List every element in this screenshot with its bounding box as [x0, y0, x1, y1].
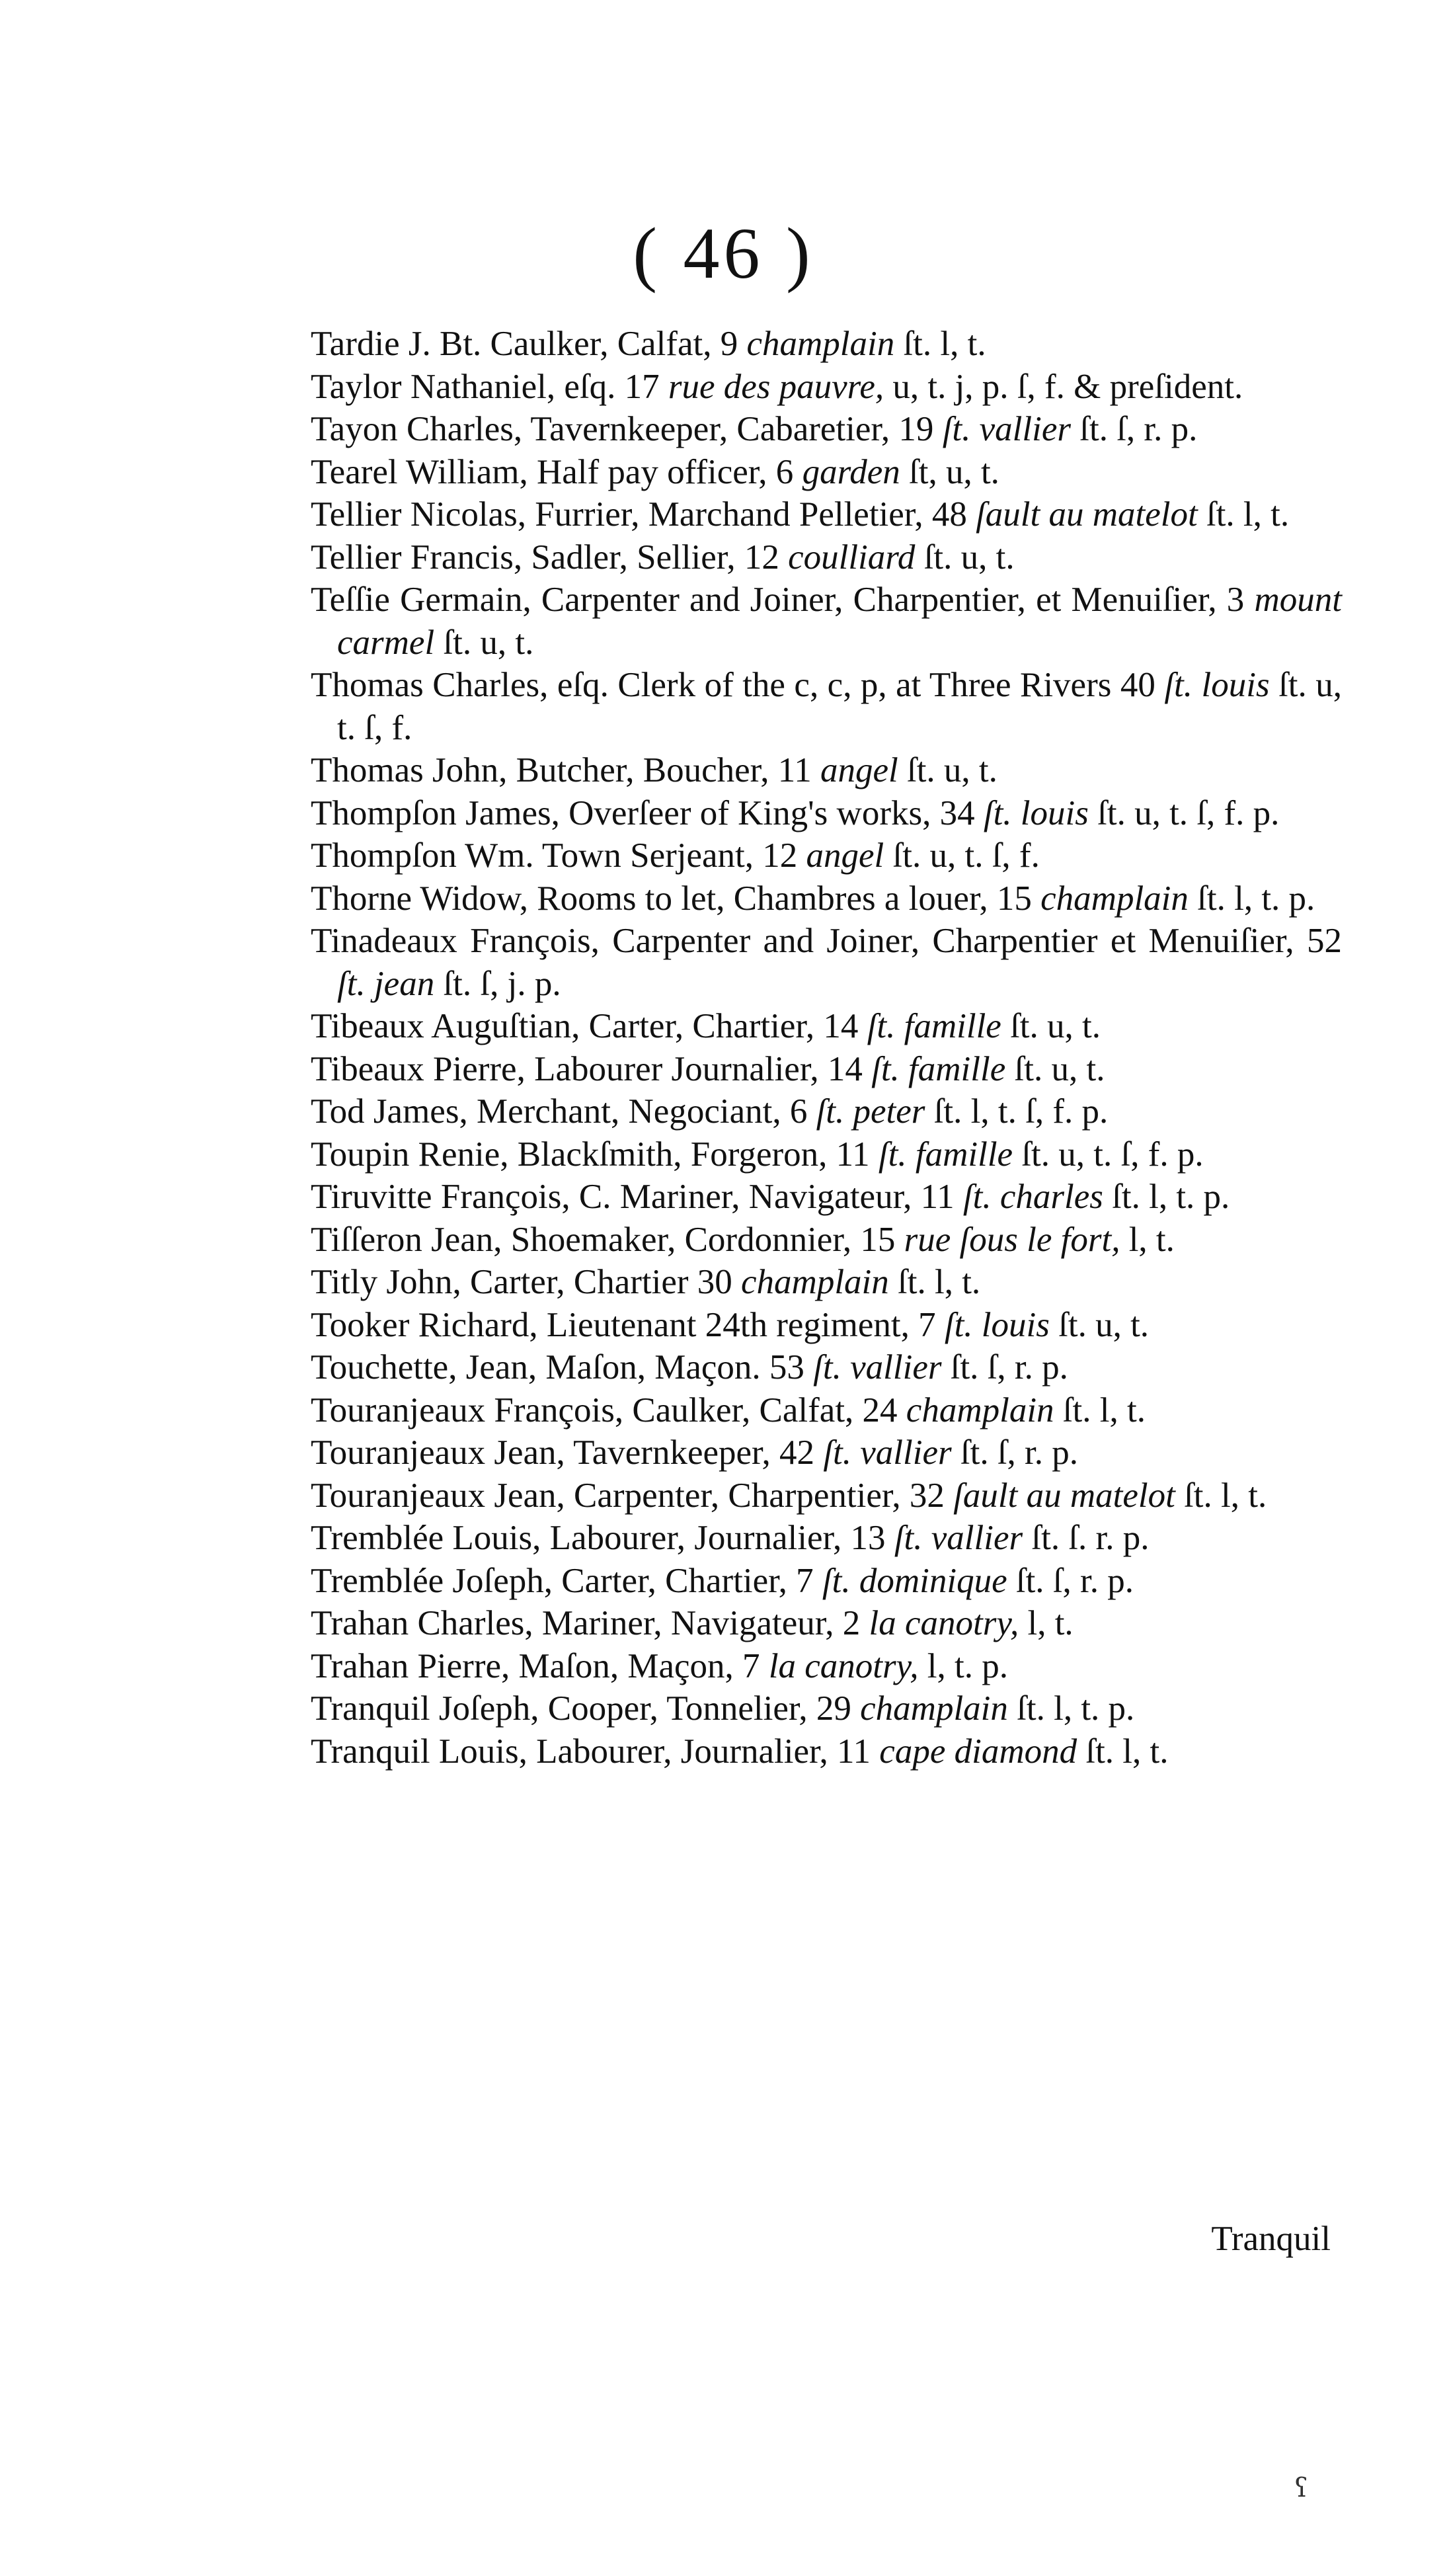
street-name: champlain	[860, 1689, 1008, 1728]
directory-entry	[311, 1133, 1342, 1176]
entry-text: Tod James, Merchant, Negociant, 6	[311, 1092, 816, 1131]
directory-entry	[311, 877, 1342, 920]
street-name: ſt. louis	[1164, 666, 1270, 704]
street-name: ſt. charles	[962, 1178, 1103, 1216]
entry-suffix: ſt. l, t. p.	[1103, 1178, 1230, 1216]
street-name: la canotry,	[768, 1646, 919, 1685]
street-name: ſt. vallier	[813, 1348, 942, 1387]
directory-entry	[311, 1431, 1342, 1474]
directory-entry	[311, 1517, 1342, 1560]
entry-suffix: ſt. ſ, r. p.	[1071, 410, 1198, 448]
entry-text: Tearel William, Half pay officer, 6	[311, 452, 802, 491]
entry-text: Trahan Pierre, Maſon, Maçon, 7	[311, 1646, 769, 1685]
street-name: rue des pauvre,	[668, 367, 884, 406]
street-name: coulliard	[788, 538, 916, 577]
directory-entry	[311, 408, 1342, 451]
directory-entry	[311, 1048, 1342, 1091]
entry-suffix: l, t. p.	[918, 1646, 1008, 1685]
street-name: ſt. vallier	[823, 1433, 952, 1472]
street-name: ſt. vallier	[942, 410, 1071, 448]
entry-text: Tranquil Joſeph, Cooper, Tonnelier, 29	[311, 1689, 861, 1728]
directory-entry	[311, 792, 1342, 835]
directory-entry	[311, 1474, 1342, 1517]
street-name: champlain	[906, 1390, 1054, 1429]
entry-text: Tibeaux Pierre, Labourer Journalier, 14	[311, 1049, 872, 1088]
entry-text: Tayon Charles, Tavernkeeper, Cabaretier, 19	[311, 410, 943, 448]
entry-text: Thompſon Wm. Town Serjeant, 12	[311, 836, 806, 875]
directory-entry	[311, 1645, 1342, 1688]
entry-text: Tremblée Louis, Labourer, Journalier, 13	[311, 1519, 894, 1557]
entry-suffix: ſt. ſ. r. p.	[1023, 1519, 1150, 1557]
directory-entry	[311, 920, 1342, 1005]
directory-entry	[311, 1261, 1342, 1304]
street-name: angel	[806, 836, 884, 875]
street-name: cape diamond	[879, 1732, 1077, 1771]
street-name: la canotry,	[869, 1604, 1019, 1642]
entry-suffix: ſt. u, t. ſ, f. p.	[1088, 793, 1280, 832]
entry-text: Tellier Francis, Sadler, Sellier, 12	[311, 538, 789, 577]
entry-text: Thomas Charles, eſq. Clerk of the c, c, p, at Three Rivers 40	[311, 666, 1165, 704]
entry-text: Touranjeaux François, Caulker, Calfat, 24	[311, 1390, 906, 1429]
street-name: champlain	[1040, 879, 1189, 918]
directory-entry	[311, 1560, 1342, 1603]
entry-suffix: ſt. l, t. p.	[1188, 879, 1315, 918]
street-name: rue ſous le fort,	[904, 1220, 1120, 1259]
directory-entry	[311, 749, 1342, 792]
entry-text: Titly John, Carter, Chartier 30	[311, 1263, 742, 1301]
directory-entry	[311, 579, 1342, 664]
entry-text: Tibeaux Auguſtian, Carter, Chartier, 14	[311, 1007, 867, 1045]
entry-text: Tinadeaux François, Carpenter and Joiner, Charpentier et Menuiſier, 52	[311, 922, 1342, 960]
directory-entry	[311, 536, 1342, 579]
entry-suffix: ſt. u, t.	[898, 751, 997, 789]
directory-entries	[311, 323, 1342, 1773]
entry-suffix: ſt. ſ, j. p.	[434, 964, 561, 1003]
street-name: ſt. dominique	[822, 1561, 1007, 1600]
entry-text: Tellier Nicolas, Furrier, Marchand Pelletier, 48	[311, 495, 976, 534]
entry-suffix: ſt. u, t.	[915, 538, 1015, 577]
directory-entry	[311, 1090, 1342, 1133]
directory-entry	[311, 1730, 1342, 1773]
entry-suffix: ſt. l, t.	[1054, 1390, 1146, 1429]
directory-entry	[311, 1346, 1342, 1389]
street-name: ſt. louis	[983, 793, 1089, 832]
entry-text: Thomas John, Butcher, Boucher, 11	[311, 751, 820, 789]
entry-suffix: ſt. l, t. p.	[1007, 1689, 1135, 1728]
street-name: ſault au matelot	[953, 1476, 1175, 1515]
directory-entry	[311, 834, 1342, 877]
street-name: ſt. famille	[878, 1135, 1013, 1174]
street-name: garden	[802, 452, 900, 491]
entry-text: Trahan Charles, Mariner, Navigateur, 2	[311, 1604, 869, 1642]
entry-text: Touranjeaux Jean, Carpenter, Charpentier, 32	[311, 1476, 954, 1515]
entry-text: Tiruvitte François, C. Mariner, Navigateur, 11	[311, 1178, 963, 1216]
entry-suffix: ſt. l, t.	[894, 325, 986, 363]
directory-entry	[311, 1389, 1342, 1432]
entry-text: Teſſie Germain, Carpenter and Joiner, Charpentier, et Menuiſier, 3	[311, 581, 1255, 619]
directory-entry	[311, 1219, 1342, 1262]
street-name: champlain	[746, 325, 895, 363]
entry-suffix: l, t.	[1019, 1604, 1074, 1642]
directory-entry	[311, 493, 1342, 536]
street-name: ſt. louis	[944, 1305, 1050, 1344]
street-name: ſt. peter	[816, 1092, 925, 1131]
directory-entry	[311, 323, 1342, 366]
street-name: ſt. vallier	[894, 1519, 1023, 1557]
street-name: ſault au matelot	[976, 495, 1198, 534]
street-name: champlain	[741, 1263, 889, 1301]
entry-suffix: l, t.	[1120, 1220, 1175, 1259]
entry-text: Touchette, Jean, Maſon, Maçon. 53	[311, 1348, 814, 1387]
directory-entry	[311, 1176, 1342, 1219]
catchword: Tranquil	[1211, 2220, 1331, 2258]
entry-suffix: ſt. ſ, r. p.	[1007, 1561, 1134, 1600]
entry-text: Thompſon James, Overſeer of King's works, 34	[311, 793, 984, 832]
entry-suffix: ſt. ſ, r. p.	[951, 1433, 1079, 1472]
entry-suffix: ſt. u, t.	[1005, 1049, 1105, 1088]
entry-suffix: ſt. u, t.	[1049, 1305, 1150, 1344]
street-name: ſt. famille	[871, 1049, 1006, 1088]
directory-entry	[311, 1005, 1342, 1048]
entry-suffix: ſt. u, t. ſ, f.	[337, 666, 1343, 747]
street-name: ſt. jean	[337, 964, 435, 1003]
page-number: ( 46 )	[633, 213, 814, 294]
entry-text: Tremblée Joſeph, Carter, Chartier, 7	[311, 1561, 822, 1600]
printer-mark: ʕ	[1294, 2473, 1308, 2503]
entry-text: Thorne Widow, Rooms to let, Chambres a louer, 15	[311, 879, 1041, 918]
entry-suffix: ſt, u, t.	[900, 452, 999, 491]
entry-suffix: ſt. u, t.	[434, 623, 534, 662]
entry-text: Touranjeaux Jean, Tavernkeeper, 42	[311, 1433, 824, 1472]
directory-entry	[311, 366, 1342, 409]
entry-text: Tardie J. Bt. Caulker, Calfat, 9	[311, 325, 747, 363]
entry-suffix: ſt. ſ, r. p.	[941, 1348, 1068, 1387]
street-name: mount carmel	[337, 581, 1342, 662]
entry-text: Tooker Richard, Lieutenant 24th regiment, 7	[311, 1305, 945, 1344]
directory-entry	[311, 1304, 1342, 1347]
entry-suffix: ſt. u, t.	[1001, 1007, 1101, 1045]
entry-suffix: ſt. l, t.	[1197, 495, 1290, 534]
street-name: ſt. famille	[867, 1007, 1001, 1045]
entry-suffix: u, t. j, p. ſ, f. & preſident.	[884, 367, 1243, 406]
directory-entry	[311, 664, 1342, 749]
directory-entry	[311, 1602, 1342, 1645]
entry-suffix: ſt. u, t. ſ, f. p.	[1013, 1135, 1204, 1174]
street-name: angel	[820, 751, 898, 789]
entry-text: Toupin Renie, Blackſmith, Forgeron, 11	[311, 1135, 879, 1174]
directory-entry	[311, 451, 1342, 494]
entry-suffix: ſt. l, t. ſ, f. p.	[925, 1092, 1109, 1131]
entry-text: Tiſſeron Jean, Shoemaker, Cordonnier, 15	[311, 1220, 904, 1259]
entry-suffix: ſt. l, t.	[1077, 1732, 1169, 1771]
entry-suffix: ſt. u, t. ſ, f.	[884, 836, 1040, 875]
entry-text: Tranquil Louis, Labourer, Journalier, 11	[311, 1732, 880, 1771]
entry-text: Taylor Nathaniel, eſq. 17	[311, 367, 668, 406]
directory-entry	[311, 1687, 1342, 1730]
entry-suffix: ſt. l, t.	[1175, 1476, 1267, 1515]
entry-suffix: ſt. l, t.	[888, 1263, 981, 1301]
